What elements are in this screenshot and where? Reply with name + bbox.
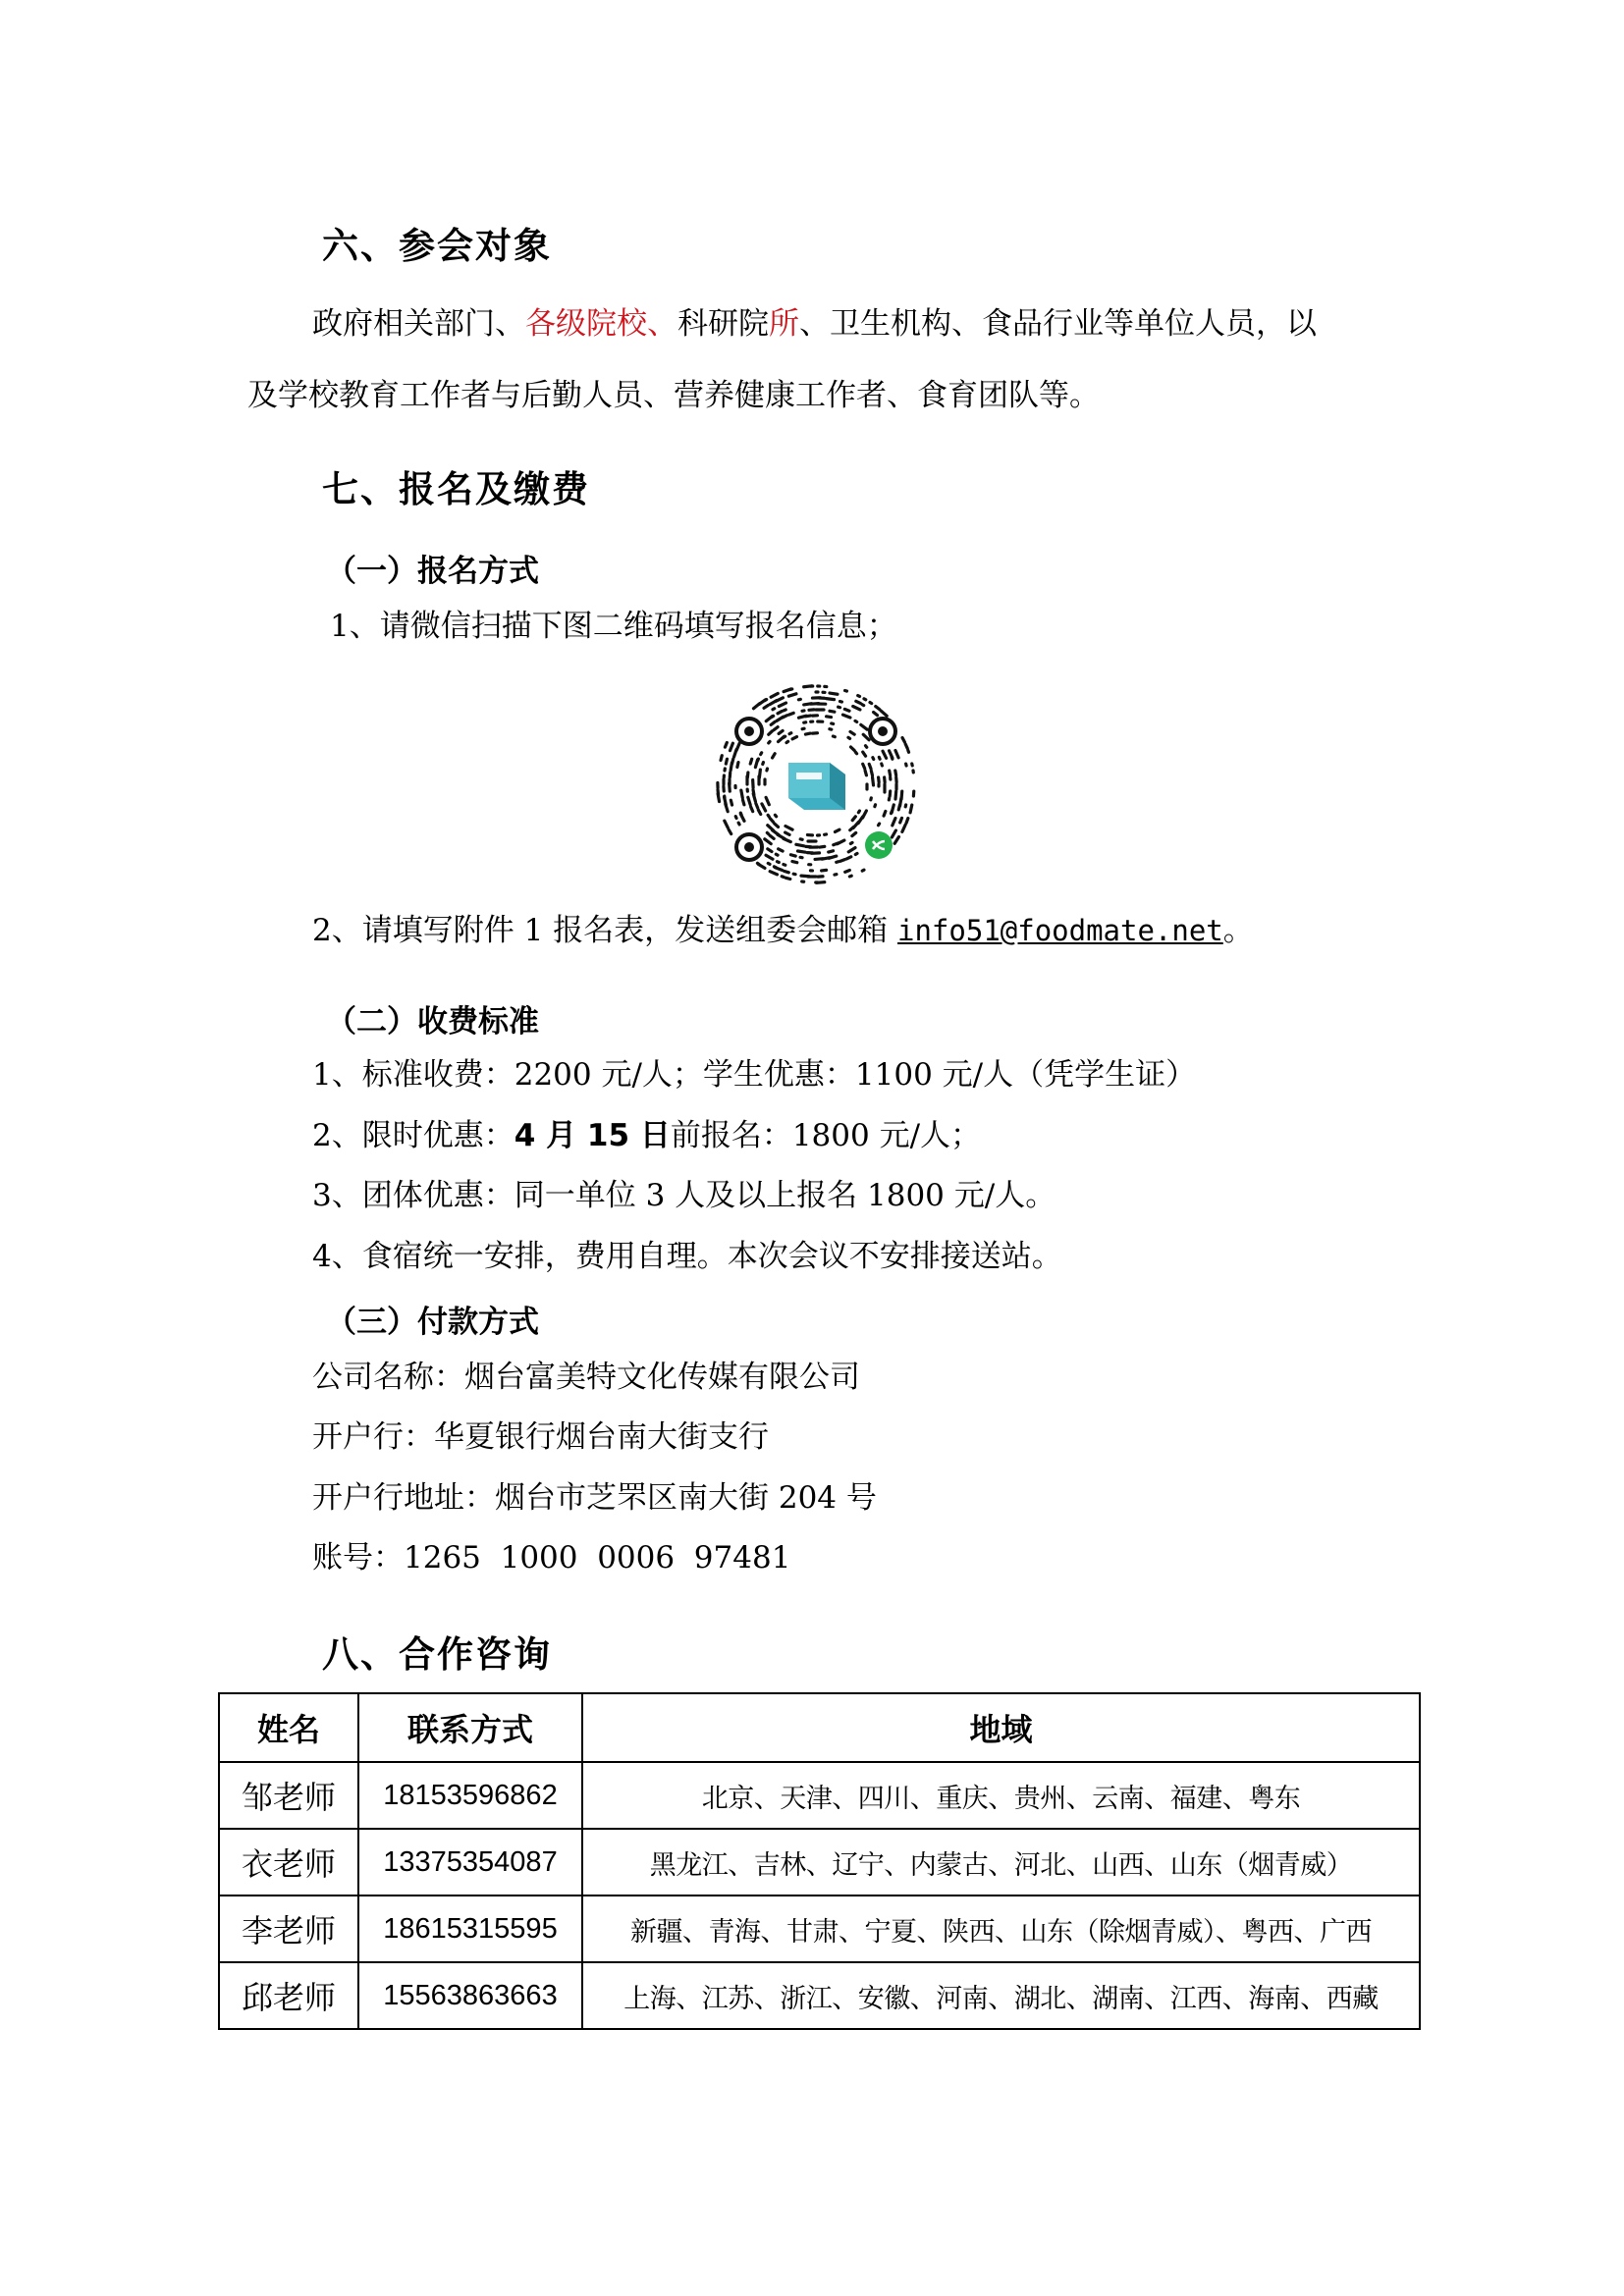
subsection-payment: （三）付款方式 [326,1305,539,1340]
qr-module [855,853,857,854]
qr-module [846,857,850,859]
qr-module [827,717,832,718]
qr-module [748,797,750,805]
qr-module [796,844,804,846]
qr-module [869,764,871,769]
qr-module [866,746,867,748]
qr-module [797,851,805,852]
qr-module [879,824,880,826]
qr-module [892,757,893,759]
qr-module [768,863,770,864]
qr-module [833,736,835,737]
contact-phone[interactable]: 15563863663 [358,1962,582,2029]
qr-module [822,870,827,871]
qr-module [849,876,851,877]
text-segment: 、卫生机构、食品行业等单位人员，以 [799,306,1317,342]
table-row [219,1829,1420,1896]
qr-module [805,716,810,717]
qr-module [792,862,797,863]
text-segment: 。 [1222,913,1254,948]
contact-region: 黑龙江、吉林、辽宁、内蒙古、河北、山西、山东（烟青威） [582,1829,1420,1896]
qr-module [784,865,785,866]
payment-company: 公司名称：烟台富美特文化传媒有限公司 [312,1360,860,1395]
qr-module [738,823,739,825]
qr-module [871,771,872,775]
section-6-line-1 [312,304,1317,344]
highlight-text: 各级院校、 [525,306,677,342]
qr-module [750,759,751,764]
qr-module [805,733,810,734]
qr-module [735,817,736,819]
qr-module [759,770,760,777]
payment-bank-address: 开户行地址：烟台市芝罘区南大街 204 号 [312,1480,877,1516]
qr-module [858,696,860,697]
qr-module [790,689,792,690]
qr-module [845,690,847,691]
header-name: 姓名 [219,1693,358,1762]
table-header-row [219,1693,1420,1762]
qr-module [789,733,791,734]
qr-module [856,701,861,703]
text-segment: 科研院 [677,306,769,342]
section-8-heading: 八、合作咨询 [322,1633,552,1676]
qr-module [772,716,774,717]
qr-module [753,790,754,795]
contact-region: 上海、江苏、浙江、安徽、河南、湖北、湖南、江西、海南、西藏 [582,1962,1420,2029]
qr-module [792,737,796,739]
qr-module [784,710,785,711]
text-segment: 政府相关部门、 [312,306,525,342]
qr-module [879,757,880,759]
qr-module [721,756,722,761]
qr-module [885,777,886,782]
qr-module [790,855,795,856]
qr-module [848,737,850,738]
qr-module [747,773,748,777]
qr-module [875,805,876,807]
contact-name: 衣老师 [219,1829,358,1896]
text-segment: 前报名：1800 元/人； [670,1118,982,1153]
qr-module [757,863,759,864]
contact-region: 新疆、青海、甘肃、宁夏、陕西、山东（除烟青威）、粤西、广西 [582,1896,1420,1962]
contact-phone[interactable]: 18153596862 [358,1762,582,1829]
subsection-registration: （一）报名方式 [326,554,539,589]
qr-module [892,812,893,814]
qr-module [837,862,839,863]
qr-module [864,699,866,700]
qr-module [884,811,886,816]
text-segment: 2、请填写附件 1 报名表，发送组委会邮箱 [312,913,898,948]
qr-module [905,744,907,749]
qr-module [768,815,769,817]
contact-name: 李老师 [219,1896,358,1962]
qr-module [898,805,899,810]
contact-region: 北京、天津、四川、重庆、贵州、云南、福建、粤东 [582,1762,1420,1829]
qr-module [870,702,872,703]
qr-module [767,832,768,833]
qr-module [855,752,856,754]
qr-module [756,803,758,808]
table-row [219,1896,1420,1962]
qr-module [774,867,776,868]
qr-module [873,758,874,760]
qr-module [740,813,741,815]
contact-phone[interactable]: 13375354087 [358,1829,582,1896]
fee-standard: 1、标准收费：2200 元/人；学生优惠：1100 元/人（凭学生证） [312,1057,1197,1093]
highlight-text: 所 [769,306,799,342]
payment-bank: 开户行：华夏银行烟台南大街支行 [312,1419,769,1455]
qr-module [758,810,760,814]
qr-module [763,763,764,765]
qr-module [900,818,902,823]
qr-module [778,711,782,713]
qr-module [785,871,789,872]
qr-module [718,790,719,795]
qr-module [844,709,849,711]
qr-module [830,693,838,694]
table-row [219,1962,1420,2029]
contact-phone[interactable]: 18615315595 [358,1896,582,1962]
qr-module [910,805,912,813]
qr-module [835,829,839,831]
qr-module [789,713,794,715]
qr-module [767,769,768,771]
fee-early-bird [312,1116,981,1155]
qr-module [783,716,786,718]
qr-module [839,701,841,702]
qr-module [732,759,733,764]
qr-module [737,763,738,768]
qr-module [820,846,825,847]
qr-module [729,829,731,833]
qr-module [845,871,850,873]
qr-module [743,800,744,805]
registration-step-2 [312,911,1254,950]
qr-module [761,753,762,755]
qr-module [865,771,866,775]
qr-module [775,815,776,817]
qr-module [839,707,840,708]
qr-module [840,860,845,862]
logo-icon [788,763,845,810]
email-link[interactable]: info51@foodmate.net [897,914,1223,947]
qr-module [777,862,779,863]
qr-module [769,741,770,743]
qr-module [902,738,904,742]
qr-module [858,811,859,813]
section-6-line-2: 及学校教育工作者与后勤人员、营养健康工作者、食育团队等。 [247,378,1100,413]
qr-module [834,843,839,845]
qr-module [829,851,834,852]
qr-module [741,790,742,798]
payment-account: 账号：1265 1000 0006 97481 [312,1540,791,1575]
qr-module [830,711,835,712]
contact-name: 邱老师 [219,1962,358,2029]
qr-module [862,870,864,871]
section-7-heading: 七、报名及缴费 [322,468,590,510]
qr-module [879,777,880,782]
qr-module [908,750,909,752]
qr-module [751,807,753,812]
qr-module [776,854,778,855]
table-row [219,1762,1420,1829]
qr-module [890,771,891,775]
deadline-date: 4 月 15 日 [514,1118,671,1153]
contact-name: 邹老师 [219,1762,358,1829]
qr-module [882,764,883,766]
qr-module [906,819,908,824]
qr-module [895,771,896,775]
qr-module [779,849,783,851]
qr-module [863,764,865,769]
qr-module [788,694,796,696]
qr-module [725,743,727,748]
qr-module [782,877,784,878]
qr-module [895,791,896,799]
qr-module [726,759,727,764]
header-phone: 联系方式 [358,1693,582,1762]
section-6-heading: 六、参会对象 [322,225,552,267]
fee-group: 3、团体优惠：同一单位 3 人及以上报名 1800 元/人。 [312,1178,1056,1213]
qr-module [758,759,759,761]
qr-module [785,878,790,879]
mini-program-icon [865,831,893,859]
qr-code[interactable] [712,680,920,888]
text-segment: 2、限时优惠： [312,1118,514,1153]
qr-module [765,700,767,701]
contact-table [218,1692,1421,2030]
qr-module [773,709,775,710]
qr-module [827,699,835,700]
qr-module [786,741,788,742]
qr-module [801,876,809,877]
qr-module [784,736,785,737]
subsection-fees: （二）收费标准 [326,1004,539,1040]
qr-module [785,832,789,834]
registration-step-1: 1、请微信扫描下图二维码填写报名信息； [330,609,897,644]
qr-module [850,842,852,843]
qr-module [773,754,776,758]
fee-accommodation: 4、食宿统一安排，费用自理。本次会议不安排接送站。 [312,1239,1062,1274]
header-region: 地域 [582,1693,1420,1762]
qr-module [873,777,874,785]
qr-module [815,859,823,860]
qr-module [862,705,864,706]
